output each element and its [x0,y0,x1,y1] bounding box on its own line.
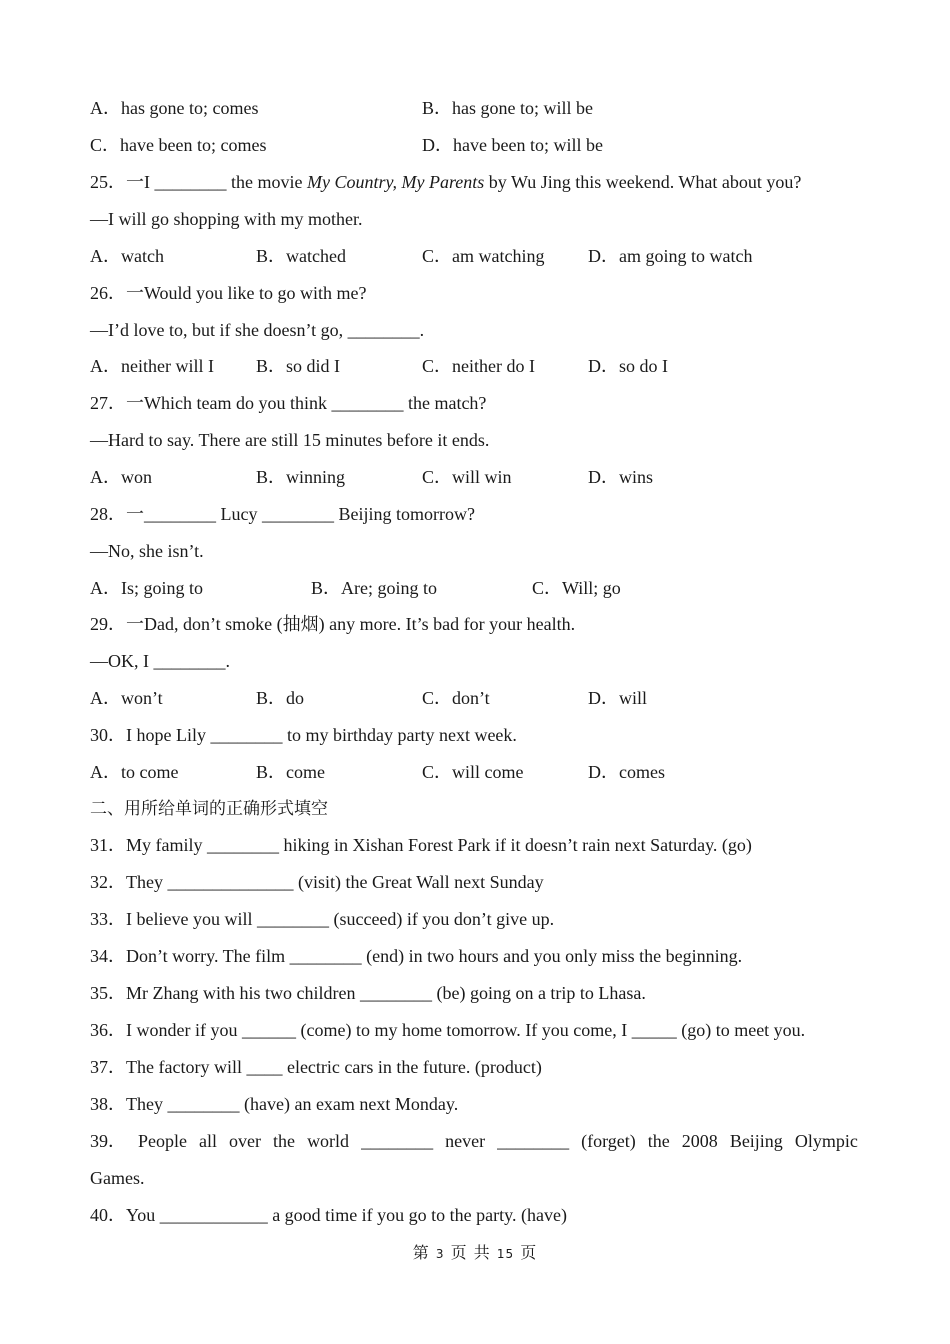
q26-option-b: B．so did I [256,356,341,376]
q30-option-a: A．to come [90,762,179,782]
q30-stem: 30．I hope Lily ________ to my birthday party next week. [90,725,517,745]
q39-word: 2008 [681,1131,718,1151]
q29-stem: 29．一Dad, don’t smoke (抽烟) any more. It’s bad for your health. [90,614,576,634]
q27-stem: 27．一Which team do you think ________ the match? [90,393,487,413]
q33: 33．I believe you will ________ (succeed) if you don’t give up. [90,909,555,929]
q32: 32．They ______________ (visit) the Great Wall next Sunday [90,872,544,892]
footer-label-ye-gong: 页 共 [450,1243,491,1262]
section-2-title: 二、用所给单词的正确形式填空 [90,799,328,819]
q39-word: over [229,1131,262,1151]
q26-option-a: A．neither will I [90,356,214,376]
q38: 38．They ________ (have) an exam next Monday. [90,1094,459,1114]
q27-option-d: D．wins [588,467,654,487]
q39-word: 39． [90,1131,126,1151]
q30-options [90,760,858,784]
q29-options [90,686,858,710]
q26-reply: —I’d love to, but if she doesn’t go, ________. [90,320,425,340]
q39-word: world [307,1131,350,1151]
q30-option-b: B．come [256,762,325,782]
q26-option-d: D．so do I [588,356,668,376]
q39-word: all [199,1131,218,1151]
q27-option-c: C．will win [422,467,512,487]
q24-options-row2 [90,133,858,157]
q39-blank: ________ [497,1131,570,1151]
q39-stem [90,1129,858,1153]
q31: 31．My family ________ hiking in Xishan Forest Park if it doesn’t rain next Saturday. (go) [90,835,752,855]
q25-option-b: B．watched [256,246,346,266]
q25-options [90,244,858,268]
q27-reply: —Hard to say. There are still 15 minutes before it ends. [90,430,490,450]
q35: 35．Mr Zhang with his two children ________ (be) going on a trip to Lhasa. [90,983,646,1003]
q29-option-d: D．will [588,688,648,708]
q27-option-b: B．winning [256,467,346,487]
q25-option-d: D．am going to watch [588,246,753,266]
q24-option-a: A．has gone to; comes [90,98,259,118]
q39-word: (forget) [581,1131,636,1151]
q28-options [90,576,858,600]
q29-option-c: C．don’t [422,688,490,708]
q34: 34．Don’t worry. The film ________ (end) in two hours and you only miss the beginning. [90,946,743,966]
q28-option-a: A．Is; going to [90,578,204,598]
q28-option-b: B．Are; going to [311,578,437,598]
q25-option-a: A．watch [90,246,164,266]
footer-label-ye: 页 [520,1243,538,1262]
footer-page-number: 3 [435,1247,445,1261]
q29-reply: —OK, I ________. [90,651,230,671]
q40: 40．You ____________ a good time if you go to the party. (have) [90,1205,567,1225]
q39-blank: ________ [361,1131,434,1151]
q24-option-d: D．have been to; will be [422,135,603,155]
q26-stem: 26．一Would you like to go with me? [90,283,367,303]
q28-option-c: C．Will; go [532,578,621,598]
q27-option-a: A．won [90,467,152,487]
q24-option-c: C．have been to; comes [90,135,267,155]
q30-option-c: C．will come [422,762,524,782]
q39-word: the [647,1131,670,1151]
q29-option-b: B．do [256,688,305,708]
q28-stem: 28．一________ Lucy ________ Beijing tomorrow? [90,504,475,524]
q39-word: the [273,1131,296,1151]
q39-word: Olympic [794,1131,858,1151]
q39-word: Beijing [729,1131,783,1151]
q39-word: People [138,1131,188,1151]
q24-options-row1 [90,96,858,120]
q39-continuation: Games. [90,1168,145,1188]
q26-options [90,354,858,378]
q25-stem-part2: by Wu Jing this weekend. What about you? [484,172,802,192]
q25-reply: —I will go shopping with my mother. [90,209,363,229]
q27-options [90,465,858,489]
q37: 37．The factory will ____ electric cars in the future. (product) [90,1057,542,1077]
footer-total-pages: 15 [496,1247,515,1261]
q25-option-c: C．am watching [422,246,545,266]
q28-reply: —No, she isn’t. [90,541,204,561]
footer-label-di: 第 [412,1243,430,1262]
page-footer [0,1240,950,1263]
q25-stem [90,170,858,194]
q29-option-a: A．won’t [90,688,163,708]
q26-option-c: C．neither do I [422,356,535,376]
q25-movie-title: My Country, My Parents [306,172,485,192]
q25-stem-part1: 25．一I ________ the movie [90,172,307,192]
q36: 36．I wonder if you ______ (come) to my home tomorrow. If you come, I _____ (go) to meet you. [90,1020,806,1040]
q30-option-d: D．comes [588,762,665,782]
q39-word: never [445,1131,486,1151]
q24-option-b: B．has gone to; will be [422,98,593,118]
